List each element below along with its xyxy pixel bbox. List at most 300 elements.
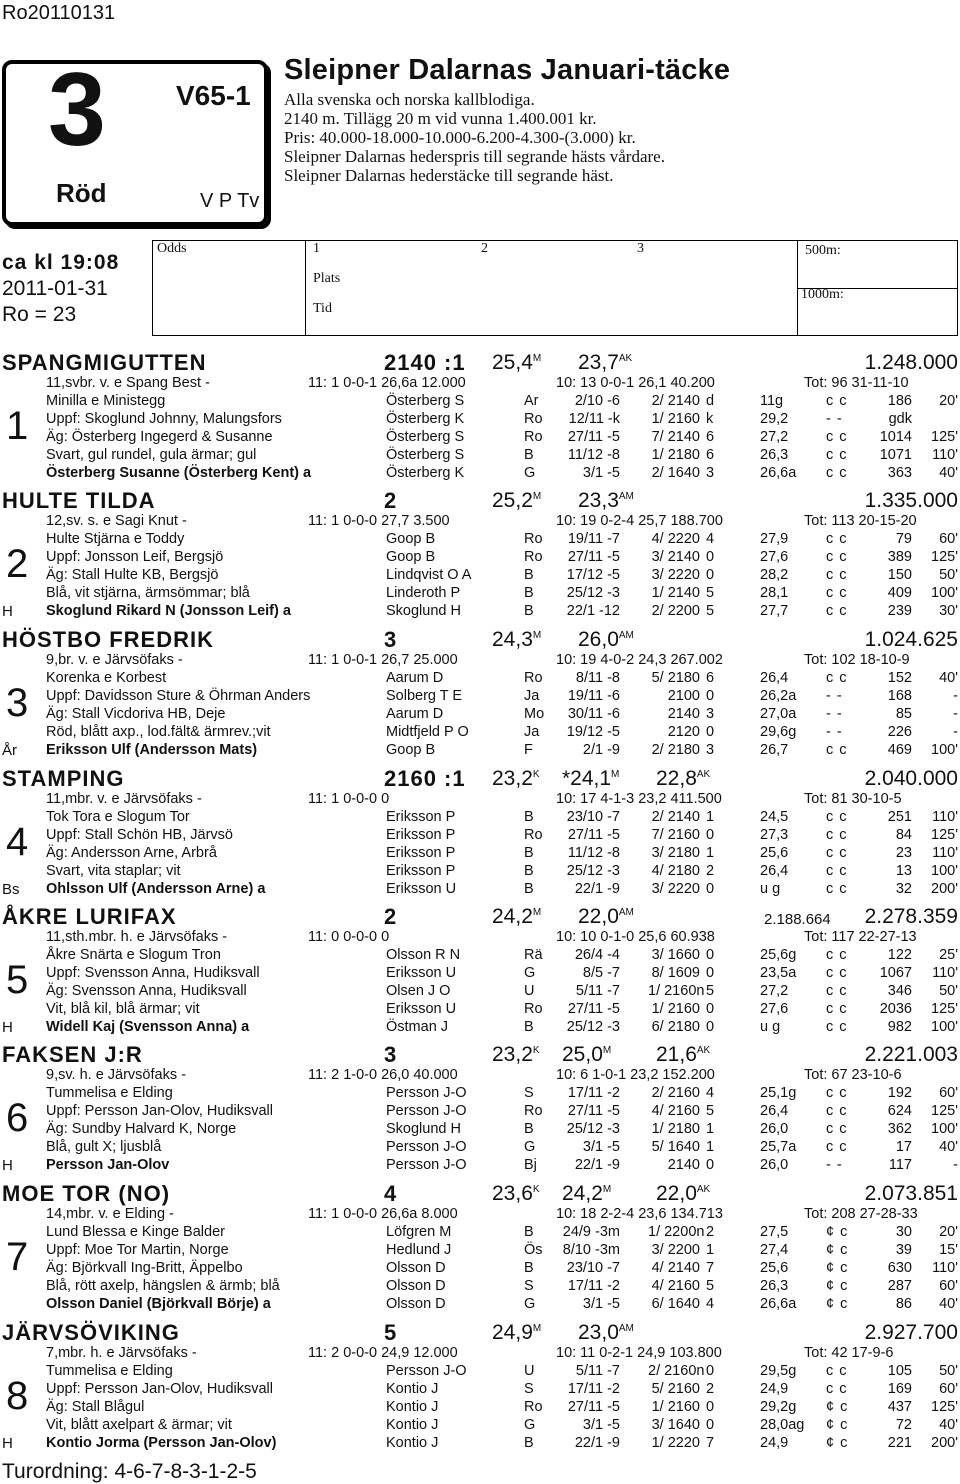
start-prize: 110' (932, 809, 958, 825)
start-prize: 110' (932, 845, 958, 861)
earnings: 2.927.700 (864, 1321, 958, 1344)
start-shoe: c c (826, 1001, 848, 1017)
start-shoe: c c (826, 1139, 848, 1155)
record-3 (656, 1182, 710, 1206)
earnings: 2.221.003 (864, 1043, 958, 1066)
horse-name: STAMPING (2, 766, 125, 791)
horse-detail: Kontio Jorma (Persson Jan-Olov) (46, 1435, 277, 1451)
record-1 (492, 489, 541, 513)
start-odds: 346 (887, 983, 912, 999)
start-place-distance: 3/ 1640 (651, 1417, 700, 1433)
start-driver: Solberg T E (386, 688, 463, 704)
stats-total: Tot: 208 27-28-33 (804, 1206, 918, 1222)
start-prize: 40' (939, 465, 958, 481)
start-track: Mo (524, 706, 545, 722)
stats-2011: 11: 2 0-0-0 24,9 12.000 (308, 1345, 458, 1361)
start-date-race: 3/1 -5 (582, 1417, 620, 1433)
race-condition-line: 2140 m. Tillägg 20 m vid vunna 1.400.001 kr. (284, 109, 597, 128)
start-odds: gdk (888, 411, 912, 427)
start-date-race: 19/11 -6 (567, 688, 620, 704)
start-odds: 186 (887, 393, 912, 409)
horse-detail: Uppf: Stall Schön HB, Järvsö (46, 827, 233, 843)
horse-detail: Svart, gul rundel, gula ärmar; gul (46, 447, 257, 463)
start-place-distance: 1/ 2140 (651, 585, 700, 601)
start-shoe: c c (826, 1381, 848, 1397)
start-post: 0 (706, 1019, 715, 1035)
start-date-race: 19/11 -7 (567, 531, 620, 547)
start-odds: 1071 (879, 447, 912, 463)
start-prize: 125' (931, 429, 958, 445)
start-place-distance: 1/ 2160 (651, 411, 700, 427)
horse-detail: Uppf: Davidsson Sture & Öhrman Anders (46, 688, 311, 704)
start-odds: 1067 (879, 965, 912, 981)
start-odds: 105 (887, 1363, 912, 1379)
start-prize: 30' (939, 603, 958, 619)
start-shoe: c c (826, 585, 848, 601)
record-3-value: 22,8 (656, 767, 697, 790)
start-track: S (524, 1278, 534, 1294)
start-shoe: c c (826, 863, 848, 879)
record-2 (578, 905, 634, 929)
start-date-race: 25/12 -3 (566, 863, 620, 879)
horse-distance: 4 (384, 1181, 398, 1206)
start-post: 0 (706, 1399, 715, 1415)
start-track: Ös (524, 1242, 543, 1258)
earnings: 1.248.000 (864, 351, 958, 374)
race-number: 3 (48, 52, 106, 168)
start-date-race: 27/11 -5 (567, 1103, 620, 1119)
horse-name: MOE TOR (NO) (2, 1181, 171, 1206)
start-time: 25,7a (760, 1139, 797, 1155)
start-place-distance: 4/ 2140 (651, 1260, 700, 1276)
start-time: 27,9 (760, 531, 789, 547)
start-track: Ro (524, 549, 543, 565)
start-driver: Persson J-O (386, 1085, 467, 1101)
start-driver: Olsson D (386, 1260, 446, 1276)
start-place-distance: 1/ 2220 (651, 1435, 700, 1451)
start-place-distance: 3/ 2220 (651, 881, 700, 897)
start-place-distance: 6/ 1640 (651, 1296, 700, 1312)
start-prize: 125' (931, 827, 958, 843)
start-place-distance: 3/ 1660 (651, 947, 700, 963)
horse-info: 7,mbr. h. e Järvsöfaks - (46, 1345, 197, 1361)
start-driver: Eriksson U (386, 1001, 457, 1017)
start-time: 29,6g (760, 724, 797, 740)
start-shoe: c c (826, 1363, 848, 1379)
start-date-race: 26/4 -4 (574, 947, 620, 963)
start-shoe: - - (826, 724, 843, 740)
start-shoe: c c (826, 1019, 848, 1035)
horse-number: 2 (6, 542, 29, 586)
start-odds: 32 (895, 881, 912, 897)
start-track: B (524, 1435, 534, 1451)
horse-detail: Tok Tora e Slogum Tor (46, 809, 190, 825)
start-time: 24,5 (760, 809, 789, 825)
record-1-suffix: M (532, 630, 542, 641)
record-1-suffix: M (532, 353, 542, 364)
start-post: 2 (706, 1224, 715, 1240)
start-track: Ja (524, 724, 540, 740)
start-odds: 152 (887, 670, 912, 686)
record-2 (578, 628, 634, 652)
start-place-distance: 4/ 2220 (651, 531, 700, 547)
start-shoe: c c (826, 1085, 848, 1101)
start-time: 27,0a (760, 706, 797, 722)
start-driver: Olsson D (386, 1278, 446, 1294)
start-shoe: - - (826, 411, 843, 427)
start-track: G (524, 1139, 536, 1155)
horse-detail: Olsson Daniel (Björkvall Börje) a (46, 1296, 271, 1312)
start-place-distance: 2/ 2160 (651, 1085, 700, 1101)
horse-detail: Vit, blått axelpart & ärmar; vit (46, 1417, 232, 1433)
start-driver: Eriksson P (386, 809, 456, 825)
start-place-distance: 3/ 2220 (651, 567, 700, 583)
start-place-distance: 7/ 2140 (651, 429, 700, 445)
start-driver: Eriksson U (386, 965, 457, 981)
start-place-distance: 2120 (667, 724, 700, 740)
horse-detail: Blå, vit stjärna, ärmsömmar; blå (46, 585, 250, 601)
horse-number: 6 (6, 1096, 29, 1140)
start-prize: 60' (939, 531, 958, 547)
record-2-value: 22,0 (578, 905, 619, 928)
record-3 (656, 1043, 710, 1067)
horse-info: 11,svbr. v. e Spang Best - (46, 375, 210, 391)
record-2-suffix: AK (618, 353, 633, 364)
odds-box (152, 240, 958, 336)
start-track: B (524, 603, 534, 619)
start-shoe: c c (826, 965, 848, 981)
horse-detail: Hulte Stjärna e Toddy (46, 531, 185, 547)
start-time: u g (760, 1019, 781, 1035)
start-date-race: 27/11 -5 (567, 1399, 620, 1415)
record-2 (562, 1043, 611, 1067)
stats-total: Tot: 42 17-9-6 (804, 1345, 894, 1361)
stats-total: Tot: 102 18-10-9 (804, 652, 910, 668)
start-place-distance: 6/ 2180 (651, 1019, 700, 1035)
start-post: 5 (706, 1103, 715, 1119)
horse-number: 7 (6, 1235, 29, 1279)
horse-number: 1 (6, 404, 29, 448)
start-odds: 287 (887, 1278, 912, 1294)
start-date-race: 22/1 -9 (574, 881, 620, 897)
start-time: 27,2 (760, 983, 789, 999)
earnings: 1.335.000 (864, 489, 958, 512)
start-place-distance: 8/ 1609 (651, 965, 700, 981)
start-track: B (524, 1121, 534, 1137)
start-place-distance: 1/ 2160n (648, 983, 705, 999)
start-time: u g (760, 881, 781, 897)
horse-detail: Äg: Björkvall Ing-Britt, Äppelbo (46, 1260, 243, 1276)
start-shoe: c c (826, 531, 848, 547)
shoe-code: H (2, 1019, 13, 1036)
horse-detail: Uppf: Moe Tor Martin, Norge (46, 1242, 229, 1258)
start-post: 0 (706, 1001, 715, 1017)
start-shoe: c c (826, 670, 848, 686)
start-place-distance: 1/ 2160 (651, 1001, 700, 1017)
start-shoe: c c (826, 567, 848, 583)
start-place-distance: 2/ 1640 (651, 465, 700, 481)
start-date-race: 11/12 -8 (567, 845, 620, 861)
start-shoe: ¢ c (826, 1260, 849, 1276)
start-driver: Österberg S (386, 393, 465, 409)
start-place-distance: 3/ 2140 (651, 549, 700, 565)
start-odds: 23 (895, 845, 912, 861)
stats-2011: 11: 1 0-0-0 0 (308, 791, 390, 807)
start-driver: Österberg S (386, 429, 465, 445)
start-time: 26,0 (760, 1121, 789, 1137)
document-id: Ro20110131 (2, 2, 116, 24)
start-post: 3 (706, 742, 715, 758)
earnings: 1.024.625 (864, 628, 958, 651)
horse-detail: Röd, blått axp., lod.fält& ärmrev.;vit (46, 724, 271, 740)
start-driver: Goop B (386, 549, 436, 565)
record-2-suffix: AM (618, 1323, 634, 1334)
start-post: 5 (706, 585, 715, 601)
horse-detail: Persson Jan-Olov (46, 1157, 170, 1173)
horse-detail: Korenka e Korbest (46, 670, 167, 686)
start-date-race: 3/1 -5 (582, 1139, 620, 1155)
horse-detail: Uppf: Jonsson Leif, Bergsjö (46, 549, 224, 565)
start-post: 0 (706, 947, 715, 963)
start-date-race: 17/11 -2 (567, 1085, 620, 1101)
record-2-suffix: AM (618, 491, 634, 502)
start-date-race: 23/10 -7 (566, 1260, 620, 1276)
start-time: 11g (760, 393, 784, 409)
start-place-distance: 5/ 1640 (651, 1139, 700, 1155)
horse-info: 11,sth.mbr. h. e Järvsöfaks - (46, 929, 228, 945)
start-shoe: ¢ c (826, 1296, 849, 1312)
start-odds: 117 (888, 1157, 912, 1173)
start-odds: 168 (887, 688, 912, 704)
start-odds: 1014 (879, 429, 912, 445)
start-post: 5 (706, 983, 715, 999)
start-time: 27,3 (760, 827, 789, 843)
record-2-value: 23,3 (578, 489, 619, 512)
start-date-race: 12/11 -k (568, 411, 620, 427)
stats-total: Tot: 96 31-11-10 (804, 375, 909, 391)
start-prize: - (953, 688, 958, 704)
start-driver: Skoglund H (386, 603, 461, 619)
record-1 (492, 1182, 540, 1206)
start-prize: 25' (939, 947, 958, 963)
start-odds: 192 (887, 1085, 912, 1101)
earnings: 2.278.359 (864, 905, 958, 928)
start-driver: Skoglund H (386, 1121, 461, 1137)
start-date-race: 8/10 -3m (562, 1242, 620, 1258)
shoe-code: Bs (2, 881, 20, 898)
start-track: B (524, 881, 534, 897)
start-shoe: c c (826, 1103, 848, 1119)
start-time: 29,2 (760, 411, 789, 427)
start-track: B (524, 845, 534, 861)
start-odds: 122 (887, 947, 912, 963)
start-post: d (706, 393, 715, 409)
500m-label: 500m: (805, 243, 841, 258)
start-time: 25,6 (760, 845, 789, 861)
start-time: 27,2 (760, 429, 789, 445)
start-shoe: c c (826, 393, 848, 409)
start-track: G (524, 965, 536, 981)
start-track: Ro (524, 1103, 543, 1119)
start-date-race: 19/12 -5 (566, 724, 620, 740)
start-post: 0 (706, 1363, 715, 1379)
start-time: 25,6g (760, 947, 797, 963)
start-shoe: ¢ c (826, 1278, 849, 1294)
record-1-value: 23,6 (492, 1182, 533, 1205)
stats-2011: 11: 1 0-0-1 26,6a 12.000 (308, 375, 466, 391)
start-prize: - (953, 724, 958, 740)
horse-distance: 5 (384, 1320, 398, 1345)
start-time: 23,5a (760, 965, 797, 981)
record-2 (562, 767, 619, 791)
start-post: 0 (706, 1157, 715, 1173)
earnings: 2.040.000 (864, 767, 958, 790)
record-2-value: 23,7 (578, 351, 619, 374)
shoe-code: H (2, 1157, 13, 1174)
start-odds: 251 (887, 809, 912, 825)
record-2-value: *24,1 (562, 767, 612, 790)
stats-2010: 10: 19 0-2-4 25,7 188.700 (556, 513, 723, 529)
start-place-distance: 3/ 2200 (651, 1242, 700, 1258)
start-place-distance: 5/ 2180 (651, 670, 700, 686)
start-date-race: 25/12 -3 (566, 1019, 620, 1035)
record-1-value: 23,2 (492, 1043, 533, 1066)
horse-detail: Blå, gult X; ljusblå (46, 1139, 162, 1155)
start-time: 26,7 (760, 742, 789, 758)
start-shoe: c c (826, 983, 848, 999)
start-odds: 409 (887, 585, 912, 601)
start-date-race: 27/11 -5 (567, 549, 620, 565)
start-post: 0 (706, 549, 715, 565)
start-odds: 2036 (879, 1001, 912, 1017)
horse-info: 11,mbr. v. e Järvsöfaks - (46, 791, 202, 807)
start-date-race: 2/10 -6 (574, 393, 620, 409)
horse-info: 9,br. v. e Järvsöfaks - (46, 652, 183, 668)
start-odds: 362 (887, 1121, 912, 1137)
record-1-value: 25,2 (492, 489, 533, 512)
record-3-value: 22,0 (656, 1182, 697, 1205)
start-place-distance: 2/ 2140 (651, 809, 700, 825)
record-1 (492, 767, 540, 791)
start-time: 26,2a (760, 688, 797, 704)
start-post: 6 (706, 670, 715, 686)
start-place-distance: 2/ 2140 (651, 393, 700, 409)
start-odds: 630 (887, 1260, 912, 1276)
earnings-alt: 2.188.664 (764, 911, 831, 928)
start-time: 27,7 (760, 603, 789, 619)
start-odds: 239 (887, 603, 912, 619)
horse-name: JÄRVSÖVIKING (2, 1320, 180, 1345)
start-track: B (524, 1019, 534, 1035)
start-track: G (524, 1296, 536, 1312)
start-track: B (524, 1224, 534, 1240)
start-prize: 100' (931, 742, 958, 758)
start-shoe: ¢ c (826, 1224, 849, 1240)
start-post: k (706, 411, 714, 427)
record-2 (578, 489, 634, 513)
start-driver: Österberg S (386, 447, 465, 463)
horse-number: 4 (6, 820, 29, 864)
start-driver: Goop B (386, 742, 436, 758)
start-track: Ro (524, 670, 543, 686)
start-prize: 100' (931, 1121, 958, 1137)
start-driver: Eriksson U (386, 881, 457, 897)
horse-name: ÅKRE LURIFAX (2, 904, 177, 929)
start-driver: Lindqvist O A (386, 567, 472, 583)
start-date-race: 27/11 -5 (567, 827, 620, 843)
stats-total: Tot: 113 20-15-20 (804, 513, 917, 529)
start-date-race: 23/10 -7 (566, 809, 620, 825)
start-shoe: c c (826, 809, 848, 825)
record-1-suffix: M (532, 491, 542, 502)
start-time: 29,5g (760, 1363, 797, 1379)
start-track: Ja (524, 688, 540, 704)
start-shoe: c c (826, 845, 848, 861)
horse-detail: Äg: Österberg Ingegerd & Susanne (46, 429, 273, 445)
horse-detail: Eriksson Ulf (Andersson Mats) (46, 742, 258, 758)
record-2-value: 26,0 (578, 628, 619, 651)
horse-detail: Vit, blå kil, blå ärmar; vit (46, 1001, 200, 1017)
odds-col2: 2 (481, 241, 488, 256)
start-track: B (524, 1260, 534, 1276)
start-post: 2 (706, 863, 715, 879)
start-prize: 200' (931, 881, 958, 897)
record-2-value: 23,0 (578, 1321, 619, 1344)
start-place-distance: 4/ 2160 (651, 1278, 700, 1294)
start-driver: Olsson R N (386, 947, 461, 963)
record-3-suffix: AK (696, 1045, 711, 1056)
start-place-distance: 5/ 2160 (651, 1381, 700, 1397)
start-place-distance: 1/ 2160 (651, 1399, 700, 1415)
start-driver: Persson J-O (386, 1363, 467, 1379)
horse-detail: Äg: Stall Blågul (46, 1399, 145, 1415)
horse-detail: Tummelisa e Elding (46, 1085, 173, 1101)
start-driver: Eriksson P (386, 845, 456, 861)
record-2 (562, 1182, 611, 1206)
record-1-value: 24,3 (492, 628, 533, 651)
record-3-value: 21,6 (656, 1043, 697, 1066)
start-post: 4 (706, 1296, 715, 1312)
start-post: 0 (706, 724, 715, 740)
race-time: ca kl 19:08 (2, 251, 120, 274)
start-shoe: ¢ c (826, 1242, 849, 1258)
start-post: 7 (706, 1435, 715, 1451)
record-1 (492, 1321, 541, 1345)
start-date-race: 22/1 -12 (566, 603, 620, 619)
start-post: 6 (706, 447, 715, 463)
start-driver: Kontio J (386, 1417, 439, 1433)
start-date-race: 3/1 -5 (582, 1296, 620, 1312)
record-1 (492, 351, 541, 375)
horse-detail: Skoglund Rikard N (Jonsson Leif) a (46, 603, 291, 619)
record-1 (492, 905, 541, 929)
start-date-race: 22/1 -9 (574, 1435, 620, 1451)
start-odds: 72 (895, 1417, 912, 1433)
horse-number: 5 (6, 958, 29, 1002)
start-track: B (524, 809, 534, 825)
horse-distance: 3 (384, 627, 398, 652)
record-1-value: 23,2 (492, 767, 533, 790)
start-track: U (524, 983, 535, 999)
start-prize: 125' (931, 1103, 958, 1119)
start-post: 0 (706, 965, 715, 981)
start-place-distance: 2/ 2160n (648, 1363, 705, 1379)
stats-2011: 11: 1 0-0-0 26,6a 8.000 (308, 1206, 458, 1222)
start-driver: Linderoth P (386, 585, 461, 601)
start-post: 1 (706, 845, 715, 861)
race-bet-types: V P Tv (200, 190, 260, 212)
record-2-value: 24,2 (562, 1182, 603, 1205)
